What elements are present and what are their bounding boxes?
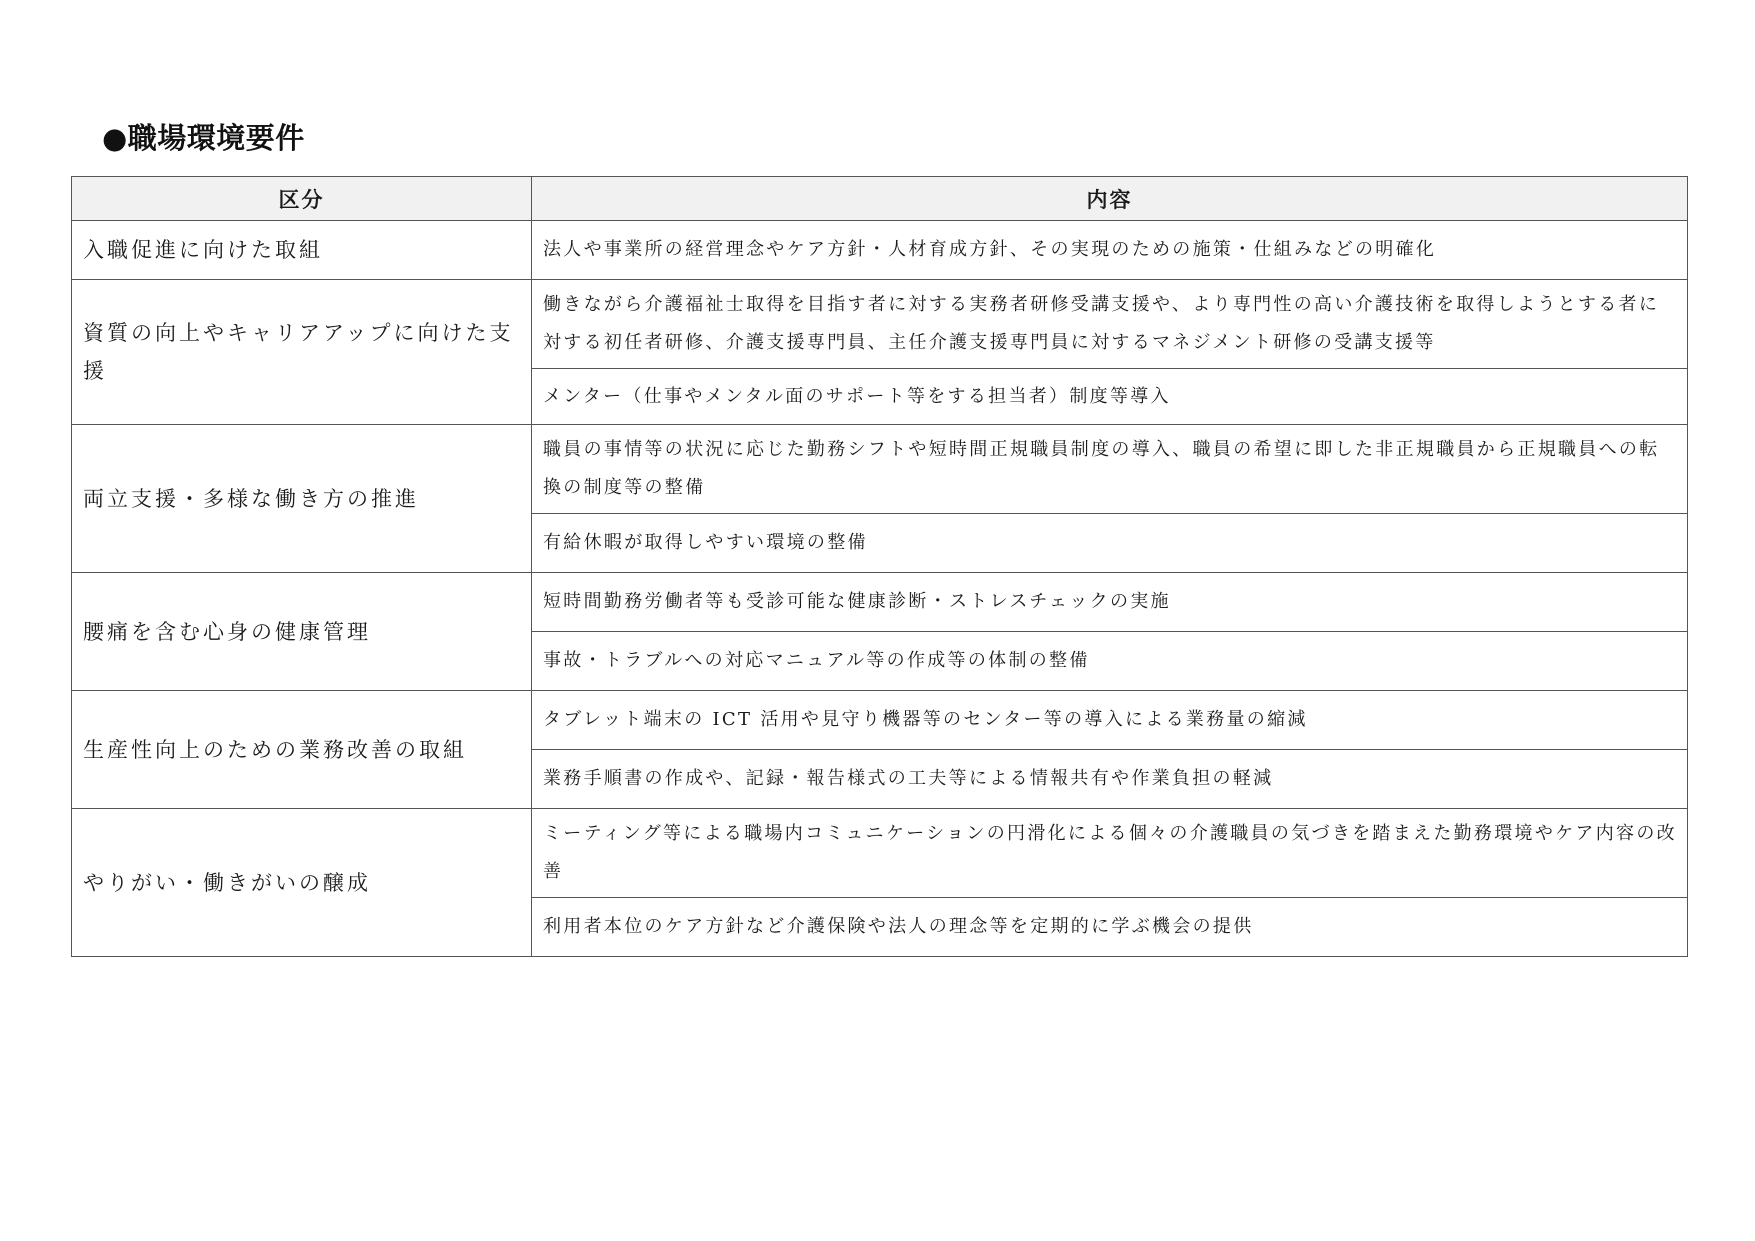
content-cell: ミーティング等による職場内コミュニケーションの円滑化による個々の介護職員の気づきを踏まえた勤務環境やケア内容の改善: [532, 809, 1688, 898]
category-cell: 資質の向上やキャリアアップに向けた支援: [72, 280, 532, 425]
column-header-category: 区分: [72, 177, 532, 221]
content-cell: 有給休暇が取得しやすい環境の整備: [532, 514, 1688, 573]
category-cell: やりがい・働きがいの醸成: [72, 809, 532, 957]
content-cell: 働きながら介護福祉士取得を目指す者に対する実務者研修受講支援や、より専門性の高い介護技術を取得しようとする者に対する初任者研修、介護支援専門員、主任介護支援専門員に対するマネジメント研修の受講支援等: [532, 280, 1688, 369]
category-cell: 生産性向上のための業務改善の取組: [72, 691, 532, 809]
content-cell: 法人や事業所の経営理念やケア方針・人材育成方針、その実現のための施策・仕組みなどの明確化: [532, 221, 1688, 280]
content-cell: タブレット端末の ICT 活用や見守り機器等のセンター等の導入による業務量の縮減: [532, 691, 1688, 750]
content-cell: 短時間勤務労働者等も受診可能な健康診断・ストレスチェックの実施: [532, 573, 1688, 632]
table-row: [72, 573, 1688, 632]
content-cell: 事故・トラブルへの対応マニュアル等の作成等の体制の整備: [532, 632, 1688, 691]
table-header-row: [72, 177, 1688, 221]
content-cell: メンター（仕事やメンタル面のサポート等をする担当者）制度等導入: [532, 369, 1688, 425]
table-row: [72, 691, 1688, 750]
table-row: [72, 425, 1688, 514]
content-cell: 業務手順書の作成や、記録・報告様式の工夫等による情報共有や作業負担の軽減: [532, 750, 1688, 809]
table-row: [72, 809, 1688, 898]
category-cell: 腰痛を含む心身の健康管理: [72, 573, 532, 691]
table-row: [72, 280, 1688, 369]
category-cell: 入職促進に向けた取組: [72, 221, 532, 280]
content-cell: 職員の事情等の状況に応じた勤務シフトや短時間正規職員制度の導入、職員の希望に即した非正規職員から正規職員への転換の制度等の整備: [532, 425, 1688, 514]
workplace-requirements-table: [71, 176, 1688, 957]
page-title: ●職場環境要件: [102, 121, 305, 155]
content-cell: 利用者本位のケア方針など介護保険や法人の理念等を定期的に学ぶ機会の提供: [532, 898, 1688, 957]
column-header-content: 内容: [532, 177, 1688, 221]
category-cell: 両立支援・多様な働き方の推進: [72, 425, 532, 573]
table-row: [72, 221, 1688, 280]
